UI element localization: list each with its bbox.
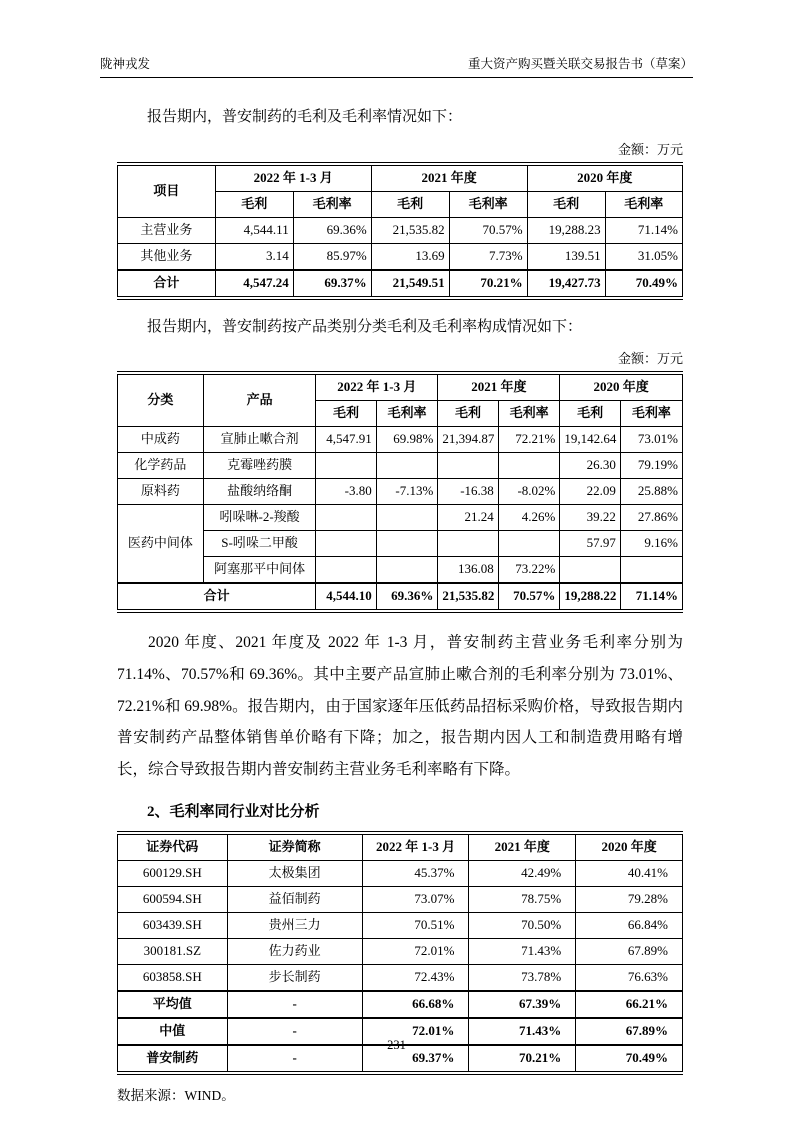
row-label: 普安制药	[118, 1045, 228, 1073]
company-cell: 步长制药	[227, 964, 362, 991]
table-total-row	[118, 583, 683, 611]
value-cell	[376, 453, 438, 479]
value-cell: 13.69	[371, 243, 449, 270]
value-cell: 66.84%	[576, 912, 683, 938]
value-cell: 4,547.91	[316, 427, 376, 453]
column-header: 2022 年 1-3 月	[362, 833, 469, 861]
column-header: 分类	[118, 373, 204, 427]
column-header: 毛利	[316, 401, 376, 427]
value-cell: 66.21%	[576, 991, 683, 1018]
category-cell: 医药中间体	[118, 505, 204, 584]
column-header: 毛利	[560, 401, 620, 427]
table-header-row	[118, 833, 683, 861]
column-header: 2020 年度	[527, 164, 682, 192]
column-header: 毛利	[438, 401, 498, 427]
value-cell: 4,544.11	[215, 217, 293, 243]
value-cell: 31.05%	[605, 243, 682, 270]
value-cell: 71.14%	[620, 583, 682, 611]
value-cell: 70.50%	[469, 912, 576, 938]
table-row	[118, 505, 683, 531]
table-row	[118, 912, 683, 938]
value-cell: 85.97%	[293, 243, 371, 270]
value-cell: 4,547.24	[215, 270, 293, 298]
column-header: 项目	[118, 164, 216, 218]
column-header: 证券简称	[227, 833, 362, 861]
company-cell: 佐力药业	[227, 938, 362, 964]
value-cell: 79.28%	[576, 886, 683, 912]
product-cell: 阿塞那平中间体	[203, 557, 315, 584]
value-cell: 70.21%	[449, 270, 527, 298]
value-cell	[376, 557, 438, 584]
column-header: 毛利率	[293, 191, 371, 217]
product-cell: 盐酸纳络酮	[203, 479, 315, 505]
value-cell: 73.01%	[620, 427, 682, 453]
row-label: 中值	[118, 1018, 228, 1045]
gross-margin-by-product-table	[117, 371, 683, 613]
value-cell: 25.88%	[620, 479, 682, 505]
value-cell: 70.51%	[362, 912, 469, 938]
value-cell: 71.14%	[605, 217, 682, 243]
value-cell: 72.21%	[498, 427, 560, 453]
value-cell: 19,427.73	[527, 270, 605, 298]
header-company-name: 陇神戎发	[100, 57, 151, 71]
value-cell: 21,549.51	[371, 270, 449, 298]
column-header: 2021 年度	[438, 373, 560, 401]
value-cell: 69.37%	[293, 270, 371, 298]
row-label: 平均值	[118, 991, 228, 1018]
value-cell: 70.57%	[449, 217, 527, 243]
value-cell: 21.24	[438, 505, 498, 531]
column-header: 2022 年 1-3 月	[316, 373, 438, 401]
analysis-paragraph: 2020 年度、2021 年度及 2022 年 1-3 月，普安制药主营业务毛利率分别为 71.14%、70.57%和 69.36%。其中主要产品宣肺止嗽合剂的毛利率分别为 73.01%、72.21%和 69.98%。报告期内，由于国家逐年压低药品招标采购价格，导致报告期内普安制药产品整体销售单价略有下降；加之，报告期内因人工和制造费用略有增长，综合导致报告期内普安制药主营业务毛利率略有下降。	[117, 634, 683, 779]
value-cell: 70.21%	[469, 1045, 576, 1073]
column-header: 2021 年度	[469, 833, 576, 861]
value-cell	[316, 505, 376, 531]
value-cell: 4,544.10	[316, 583, 376, 611]
unit-note-1: 金额：万元	[617, 141, 683, 157]
category-cell: 中成药	[118, 427, 204, 453]
table-row	[118, 243, 683, 270]
value-cell: 72.01%	[362, 938, 469, 964]
value-cell: 39.22	[560, 505, 620, 531]
value-cell	[560, 557, 620, 584]
table-row	[118, 453, 683, 479]
value-cell	[498, 453, 560, 479]
value-cell: 70.49%	[605, 270, 682, 298]
value-cell: 9.16%	[620, 531, 682, 557]
value-cell: 42.49%	[469, 860, 576, 886]
value-cell: -16.38	[438, 479, 498, 505]
value-cell: 70.49%	[576, 1045, 683, 1073]
value-cell: 78.75%	[469, 886, 576, 912]
column-header: 毛利	[527, 191, 605, 217]
table-row	[118, 938, 683, 964]
data-source-note: 数据来源：WIND。	[117, 1087, 235, 1103]
value-cell: 71.43%	[469, 938, 576, 964]
dash-cell: -	[227, 1018, 362, 1045]
running-header	[100, 54, 693, 78]
ticker-cell: 600594.SH	[118, 886, 228, 912]
product-cell: 宣肺止嗽合剂	[203, 427, 315, 453]
column-header: 毛利	[371, 191, 449, 217]
value-cell: 40.41%	[576, 860, 683, 886]
column-header: 2020 年度	[560, 373, 683, 401]
value-cell: 70.57%	[498, 583, 560, 611]
value-cell: 7.73%	[449, 243, 527, 270]
value-cell	[498, 531, 560, 557]
value-cell	[316, 557, 376, 584]
value-cell: 21,535.82	[371, 217, 449, 243]
value-cell: 67.89%	[576, 938, 683, 964]
value-cell: 69.37%	[362, 1045, 469, 1073]
value-cell	[316, 453, 376, 479]
value-cell: 73.78%	[469, 964, 576, 991]
intro-paragraph-2: 报告期内，普安制药按产品类别分类毛利及毛利率构成情况如下：	[147, 318, 583, 335]
column-header: 毛利率	[376, 401, 438, 427]
column-header: 毛利率	[449, 191, 527, 217]
table-row	[118, 479, 683, 505]
table-row	[118, 860, 683, 886]
column-header: 毛利	[215, 191, 293, 217]
column-header: 2021 年度	[371, 164, 527, 192]
value-cell: 69.98%	[376, 427, 438, 453]
value-cell: 76.63%	[576, 964, 683, 991]
value-cell: 73.07%	[362, 886, 469, 912]
table-row	[118, 964, 683, 991]
value-cell: 4.26%	[498, 505, 560, 531]
value-cell: -8.02%	[498, 479, 560, 505]
value-cell: 72.43%	[362, 964, 469, 991]
value-cell: 26.30	[560, 453, 620, 479]
value-cell: 21,535.82	[438, 583, 498, 611]
company-cell: 太极集团	[227, 860, 362, 886]
value-cell: 57.97	[560, 531, 620, 557]
column-header: 毛利率	[605, 191, 682, 217]
value-cell	[620, 557, 682, 584]
value-cell: 19,288.22	[560, 583, 620, 611]
unit-note-2: 金额：万元	[617, 351, 683, 366]
table-header-row	[118, 164, 683, 192]
row-label: 其他业务	[118, 243, 216, 270]
column-header: 证券代码	[118, 833, 228, 861]
ticker-cell: 603439.SH	[118, 912, 228, 938]
product-cell: S-吲哚二甲酸	[203, 531, 315, 557]
section-heading: 2、毛利率同行业对比分析	[147, 803, 320, 820]
value-cell: 3.14	[215, 243, 293, 270]
value-cell: 71.43%	[469, 1018, 576, 1045]
value-cell: -3.80	[316, 479, 376, 505]
value-cell: 21,394.87	[438, 427, 498, 453]
value-cell: 73.22%	[498, 557, 560, 584]
value-cell	[438, 531, 498, 557]
value-cell: 69.36%	[293, 217, 371, 243]
ticker-cell: 603858.SH	[118, 964, 228, 991]
column-header: 毛利率	[498, 401, 560, 427]
value-cell: 79.19%	[620, 453, 682, 479]
table-total-row	[118, 270, 683, 298]
column-header: 毛利率	[620, 401, 682, 427]
row-label: 合计	[118, 270, 216, 298]
category-cell: 化学药品	[118, 453, 204, 479]
company-cell: 贵州三力	[227, 912, 362, 938]
gross-margin-summary-table	[117, 162, 683, 300]
value-cell: 67.39%	[469, 991, 576, 1018]
table-row	[118, 427, 683, 453]
company-cell: 益佰制药	[227, 886, 362, 912]
value-cell: 72.01%	[362, 1018, 469, 1045]
value-cell: 45.37%	[362, 860, 469, 886]
value-cell	[438, 453, 498, 479]
value-cell: 27.86%	[620, 505, 682, 531]
table-row	[118, 217, 683, 243]
value-cell: 136.08	[438, 557, 498, 584]
value-cell	[316, 531, 376, 557]
category-cell: 原料药	[118, 479, 204, 505]
ticker-cell: 600129.SH	[118, 860, 228, 886]
value-cell	[376, 505, 438, 531]
table-header-row	[118, 373, 683, 401]
value-cell: -7.13%	[376, 479, 438, 505]
value-cell: 139.51	[527, 243, 605, 270]
column-header: 产品	[203, 373, 315, 427]
value-cell: 19,142.64	[560, 427, 620, 453]
value-cell	[376, 531, 438, 557]
row-label: 主营业务	[118, 217, 216, 243]
value-cell: 19,288.23	[527, 217, 605, 243]
product-cell: 吲哚啉-2-羧酸	[203, 505, 315, 531]
dash-cell: -	[227, 991, 362, 1018]
value-cell: 22.09	[560, 479, 620, 505]
product-cell: 克霉唑药膜	[203, 453, 315, 479]
header-doc-title: 重大资产购买暨关联交易报告书（草案）	[467, 57, 693, 71]
row-label: 合计	[118, 583, 316, 611]
value-cell: 67.89%	[576, 1018, 683, 1045]
page-content	[117, 90, 683, 1104]
dash-cell: -	[227, 1045, 362, 1073]
page-number: 231	[387, 1038, 406, 1052]
intro-paragraph-1: 报告期内，普安制药的毛利及毛利率情况如下：	[147, 109, 463, 125]
value-cell: 66.68%	[362, 991, 469, 1018]
ticker-cell: 300181.SZ	[118, 938, 228, 964]
column-header: 2020 年度	[576, 833, 683, 861]
table-row	[118, 886, 683, 912]
column-header: 2022 年 1-3 月	[215, 164, 371, 192]
table-summary-row	[118, 991, 683, 1018]
value-cell: 69.36%	[376, 583, 438, 611]
